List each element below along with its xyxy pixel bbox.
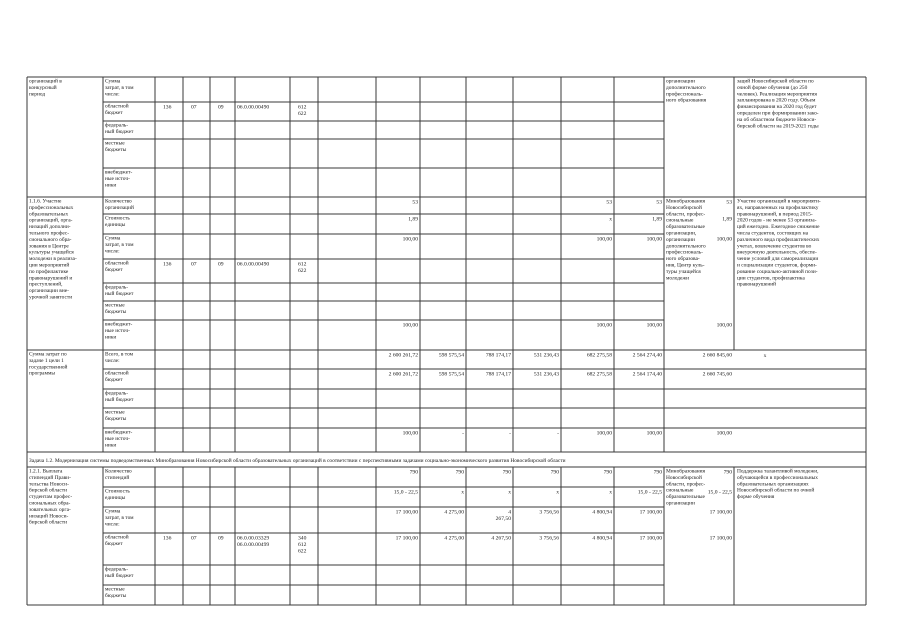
- value-cell: 531 236,43: [533, 352, 559, 359]
- table-text: [29, 78, 821, 599]
- expected-result: Поддержка талантливой молодежи, обучающейся в профессиональных образовательных организациях Новосибирской области по очной форме обучения: [737, 468, 819, 501]
- value-cell: 790: [502, 469, 511, 476]
- code-vr: 612 622: [298, 104, 307, 117]
- indicator-label: местные бюджеты: [105, 586, 127, 599]
- item-name: организаций в конкурсный период: [29, 78, 62, 98]
- value-cell: 788 174,17: [485, 371, 511, 378]
- indicator-label: внебюджет-ные источ-ники: [105, 321, 133, 341]
- indicator-label: Количество организаций: [105, 198, 134, 211]
- indicator-label: Сумма затрат, в том числе:: [105, 508, 134, 528]
- value-cell: 598 575,54: [438, 371, 464, 378]
- indicator-label: местные бюджеты: [105, 140, 127, 153]
- expected-result: заций Новосибирской области по очной форме обучения (до 250 человек). Реализация мероприятия запланирована в 2020 году. Объем финансирования на 2020 год будет определен при формировании зако-на об областном бюджете Новоси-бирской области на 2019-2021 годы: [737, 78, 819, 130]
- value-cell: 100,00: [646, 236, 662, 243]
- code-grbs: 136: [163, 261, 172, 268]
- value-cell: 17 100,00: [395, 509, 418, 516]
- value-cell: х: [609, 216, 612, 223]
- table-grid: [27, 77, 866, 605]
- value-cell: 100,00: [596, 430, 612, 437]
- value-cell: 4 267,50: [495, 509, 511, 522]
- value-cell: -: [462, 430, 464, 437]
- value-cell: 15,0 - 22,5: [393, 489, 418, 496]
- value-cell: 100,00: [596, 322, 612, 329]
- value-cell: х: [461, 489, 464, 496]
- indicator-label: Количество стипендий: [105, 468, 132, 481]
- value-cell: 17 100,00: [639, 535, 662, 542]
- code-grbs: 136: [163, 535, 172, 542]
- code-vr: 612 622: [298, 261, 307, 274]
- value-cell: 682 275,58: [586, 352, 612, 359]
- indicator-label: Сумма затрат, в том числе:: [105, 78, 134, 98]
- executor: Минобразования Новосибирской области, профес-сиональные образовательные организации: [666, 468, 706, 507]
- value-cell: 2 600 261,72: [388, 352, 418, 359]
- value-cell: 17 100,00: [639, 509, 662, 516]
- indicator-label: внебюджет-ные источ-ники: [105, 169, 133, 189]
- indicator-label: федераль-ный бюджет: [105, 284, 134, 297]
- executor: организации дополнительного профессиональ-ного образования: [666, 78, 707, 104]
- code-rz: 07: [191, 261, 197, 268]
- item-name: 1.1.6. Участие профессиональных образовательных организаций, орга-низаций дополни-тельного профес-сионального обра-зования в Центре культуры учащейся молодежи в реализа-ции мероприятий по профилактике правонарушений и преступлений, организации вне-урочной занятости: [29, 198, 77, 301]
- value-cell: 4 800,94: [592, 535, 612, 542]
- indicator-label: Стоимость единицы: [105, 488, 130, 501]
- code-rz: 07: [191, 535, 197, 542]
- value-cell: 2 564 174,40: [632, 371, 662, 378]
- indicator-label: внебюджет-ные источ-ники: [105, 429, 133, 449]
- value-cell: 790: [409, 469, 418, 476]
- value-cell: 3 756,56: [539, 509, 559, 516]
- expected-result: Участие организаций в мероприяти-ях, направленных на профилактику правонарушений, в период 2015-2020 годов - не менее 53 организа-ций ежегодно. Ежегодное снижение числа студентов, состоящих на различного вида профилактических учетах, вовлечение студентов во внеурочную деятельность, обеспе-чение условий для самореализации и социализации студентов, форми-рование социально-активной пози-ции студентов, профилактика правонарушений: [737, 198, 821, 288]
- value-cell: 53: [412, 199, 418, 206]
- value-cell: 53: [606, 199, 612, 206]
- value-cell: 100,00: [646, 430, 662, 437]
- value-cell: 17 100,00: [395, 535, 418, 542]
- value-cell: 53: [726, 199, 732, 206]
- value-cell: 15,0 - 22,5: [637, 489, 662, 496]
- value-cell: 790: [550, 469, 559, 476]
- value-cell: 790: [723, 469, 732, 476]
- value-cell: -: [509, 430, 511, 437]
- code-rz: 07: [191, 104, 197, 111]
- indicator-label: областной бюджет: [105, 260, 129, 273]
- indicator-label: Сумма затрат, в том числе:: [105, 235, 134, 255]
- indicator-label: федераль-ный бюджет: [105, 566, 134, 579]
- value-cell: 4 800,94: [592, 509, 612, 516]
- value-cell: 53: [656, 199, 662, 206]
- value-cell: -: [557, 430, 559, 437]
- indicator-label: областной бюджет: [105, 534, 129, 547]
- value-cell: 15,0 - 22,5: [707, 489, 732, 496]
- task-header: Задача 1.2. Модернизация системы подведомственных Минобразования Новосибирской области образовательных организаций в соответствии с перспективными задачами социально-экономического развития Новосибирской области: [29, 458, 566, 464]
- value-cell: 1,89: [408, 216, 418, 223]
- value-cell: 1,89: [722, 216, 732, 223]
- executor: Минобразования Новосибирской области, профес-сиональные образовательные организации, организации дополнительного профессиональ-ного образова-ния, Центр куль-туры учащейся молодежи: [666, 198, 706, 282]
- value-cell: 790: [455, 469, 464, 476]
- value-cell: 682 275,58: [586, 371, 612, 378]
- value-cell: 3 756,56: [539, 535, 559, 542]
- value-cell: 2 564 274,40: [632, 352, 662, 359]
- code-pr: 09: [218, 104, 224, 111]
- item-name: 1.2.1. Выплата стипендий Прави-тельства Новоси-бирской области студентам профес-сиональных обра-зовательных орга-низаций Новоси-бирской области: [29, 468, 73, 526]
- value-cell: 4 267,50: [491, 535, 511, 542]
- code-csr: 06.0.00.00490: [237, 104, 270, 111]
- value-cell: 17 100,00: [709, 535, 732, 542]
- value-cell: 531 236,43: [533, 371, 559, 378]
- value-cell: 788 174,17: [485, 352, 511, 359]
- value-cell: 2 660 845,60: [702, 352, 732, 359]
- indicator-label: федераль-ный бюджет: [105, 390, 134, 403]
- indicator-label: областной бюджет: [105, 103, 129, 116]
- value-cell: 1,89: [652, 216, 662, 223]
- code-csr: 06.0.00.03329 06.0.00.00499: [237, 535, 270, 548]
- value-cell: 100,00: [402, 430, 418, 437]
- value-cell: 100,00: [402, 236, 418, 243]
- indicator-label: местные бюджеты: [105, 302, 127, 315]
- value-cell: 100,00: [596, 236, 612, 243]
- merged-x: х: [763, 353, 767, 359]
- value-cell: 4 275,00: [444, 509, 464, 516]
- value-cell: х: [609, 489, 612, 496]
- value-cell: х: [556, 489, 559, 496]
- value-cell: 4 275,00: [444, 535, 464, 542]
- value-cell: 100,00: [402, 322, 418, 329]
- value-cell: 790: [603, 469, 612, 476]
- code-vr: 340 612 622: [298, 535, 307, 555]
- value-cell: 790: [653, 469, 662, 476]
- value-cell: 2 600 261,72: [388, 371, 418, 378]
- indicator-label: Всего, в том числе:: [105, 351, 134, 364]
- code-pr: 09: [218, 535, 224, 542]
- value-cell: 2 660 745,60: [702, 371, 732, 378]
- indicator-label: Стоимость единицы: [105, 215, 130, 228]
- value-cell: 100,00: [646, 322, 662, 329]
- value-cell: 100,00: [716, 430, 732, 437]
- item-name: Сумма затрат по задаче 1 цели 1 государственной программы: [29, 351, 68, 377]
- indicator-label: местные бюджеты: [105, 409, 127, 422]
- value-cell: 100,00: [716, 236, 732, 243]
- value-cell: х: [508, 489, 511, 496]
- code-pr: 09: [218, 261, 224, 268]
- value-cell: 100,00: [716, 322, 732, 329]
- value-cell: 17 100,00: [709, 509, 732, 516]
- indicator-label: областной бюджет: [105, 370, 129, 383]
- code-csr: 06.0.00.00490: [237, 261, 270, 268]
- indicator-label: федераль-ный бюджет: [105, 122, 134, 135]
- value-cell: 598 575,54: [438, 352, 464, 359]
- code-grbs: 136: [163, 104, 172, 111]
